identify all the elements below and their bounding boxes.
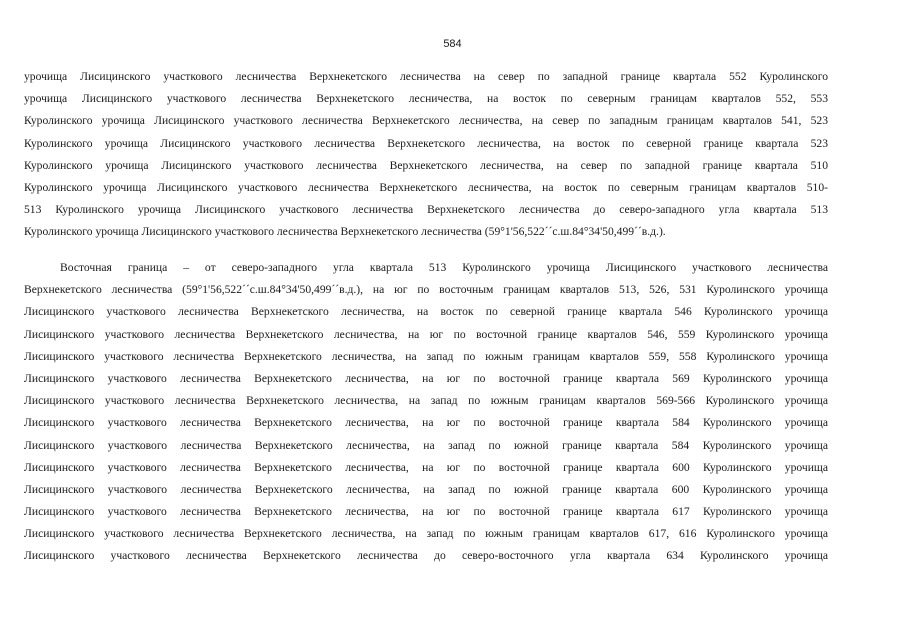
text-line: Лисицинского участкового лесничества Верхнекетского лесничества, на запад по южной границе квартала 584 Куролинского урочища	[24, 438, 828, 452]
text-line: Лисицинского участкового лесничества Верхнекетского лесничества, на юг по восточной границе квартала 617 Куролинского урочища	[24, 505, 828, 519]
text-line: Лисицинского участкового лесничества Верхнекетского лесничества, на юг по восточной границе кварталов 546, 559 Куролинского урочища	[24, 327, 828, 341]
text-line: 513 Куролинского урочища Лисицинского участкового лесничества Верхнекетского лесничества до северо-западного угла квартала 513	[24, 203, 828, 217]
text-line: Лисицинского участкового лесничества Верхнекетского лесничества до северо-восточного угла квартала 634 Куролинского урочища	[24, 549, 828, 563]
paragraph-western-boundary-end	[24, 66, 828, 244]
text-line: Лисицинского участкового лесничества Верхнекетского лесничества, на запад по южным границам кварталов 559, 558 Куролинского урочища	[24, 349, 828, 363]
text-line: Куролинского урочища Лисицинского участкового лесничества Верхнекетского лесничества, на север по западной границе квартала 510	[24, 158, 828, 172]
text-line: Лисицинского участкового лесничества Верхнекетского лесничества, на запад по южным границам кварталов 569-566 Куролинского урочища	[24, 394, 828, 408]
text-line: Лисицинского участкового лесничества Верхнекетского лесничества, на юг по восточной границе квартала 600 Куролинского урочища	[24, 460, 828, 474]
text-line: Куролинского урочища Лисицинского участкового лесничества Верхнекетского лесничества, на восток по северной границе квартала 523	[24, 136, 828, 150]
text-line: Куролинского урочища Лисицинского участкового лесничества Верхнекетского лесничества, на восток по северным границам кварталов 510-	[24, 180, 828, 194]
text-line: Лисицинского участкового лесничества Верхнекетского лесничества, на запад по южным границам кварталов 617, 616 Куролинского урочища	[24, 527, 828, 541]
text-line: Лисицинского участкового лесничества Верхнекетского лесничества, на юг по восточной границе квартала 584 Куролинского урочища	[24, 416, 828, 430]
page-number: 584	[443, 38, 462, 50]
text-line: Лисицинского участкового лесничества Верхнекетского лесничества, на восток по северной границе квартала 546 Куролинского урочища	[24, 305, 828, 319]
text-line: Лисицинского участкового лесничества Верхнекетского лесничества, на юг по восточной границе квартала 569 Куролинского урочища	[24, 371, 828, 385]
text-line: урочища Лисицинского участкового лесничества Верхнекетского лесничества на север по западной границе квартала 552 Куролинского	[24, 70, 828, 83]
text-line: Куролинского урочища Лисицинского участкового лесничества Верхнекетского лесничества, на север по западным границам кварталов 541, 523	[24, 114, 828, 128]
text-line: Верхнекетского лесничества (59°1'56,522´´с.ш.84°34'50,499´´в.д.), на юг по восточным границам кварталов 513, 526, 531 Куролинского урочища	[24, 283, 828, 297]
text-line: Куролинского урочища Лисицинского участкового лесничества Верхнекетского лесничества (59°1'56,522´´с.ш.84°34'50,499´´в.д.).	[24, 225, 666, 239]
text-line: урочища Лисицинского участкового лесничества Верхнекетского лесничества, на восток по северным границам кварталов 552, 553	[24, 92, 828, 106]
text-line: Восточная граница – от северо-западного угла квартала 513 Куролинского урочища Лисицинского участкового лесничества	[60, 261, 828, 274]
paragraph-eastern-boundary	[24, 257, 828, 568]
text-line: Лисицинского участкового лесничества Верхнекетского лесничества, на запад по южной границе квартала 600 Куролинского урочища	[24, 482, 828, 496]
